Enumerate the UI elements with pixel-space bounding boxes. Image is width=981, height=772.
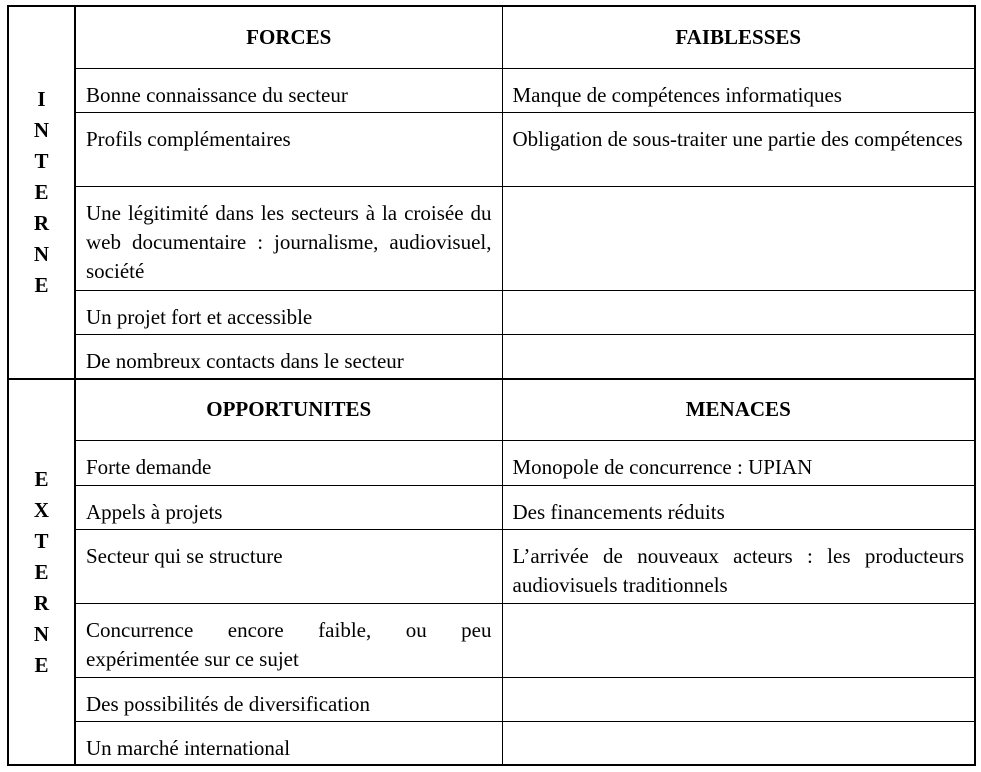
side-letter: X xyxy=(33,497,50,522)
strengths-header: FORCES xyxy=(75,6,502,68)
weakness-cell xyxy=(502,186,975,290)
side-letter: E xyxy=(34,180,49,204)
table-row xyxy=(8,112,975,186)
table-row xyxy=(8,334,975,379)
swot-table xyxy=(7,5,976,766)
table-row xyxy=(8,603,975,677)
internal-header-row xyxy=(8,6,975,68)
side-letter: N xyxy=(33,621,50,646)
side-letter: I xyxy=(37,87,46,111)
side-letter: N xyxy=(33,242,50,266)
table-row xyxy=(8,721,975,765)
threat-cell: Monopole de concurrence : UPIAN xyxy=(502,440,975,485)
external-header-row xyxy=(8,379,975,440)
external-side-label xyxy=(8,379,75,765)
side-letter: R xyxy=(33,590,50,615)
side-letter: N xyxy=(33,118,50,142)
table-row xyxy=(8,529,975,603)
side-letter: E xyxy=(34,466,49,491)
weakness-cell xyxy=(502,290,975,334)
side-letter: T xyxy=(34,528,49,553)
threats-header: MENACES xyxy=(502,379,975,440)
opportunities-header: OPPORTUNITES xyxy=(75,379,502,440)
threat-cell xyxy=(502,603,975,677)
side-letter: T xyxy=(34,149,49,173)
opportunity-cell: Forte demande xyxy=(75,440,502,485)
weakness-cell: Obligation de sous-traiter une partie des compétences xyxy=(502,112,975,186)
strength-cell: Une légitimité dans les secteurs à la croisée du web documentaire : journalisme, audiovisuel, société xyxy=(75,186,502,290)
side-letter: E xyxy=(34,273,49,297)
table-row xyxy=(8,290,975,334)
strength-cell: Bonne connaissance du secteur xyxy=(75,68,502,112)
opportunity-cell: Secteur qui se structure xyxy=(75,529,502,603)
threat-cell: Des financements réduits xyxy=(502,485,975,529)
threat-cell: L’arrivée de nouveaux acteurs : les producteurs audiovisuels traditionnels xyxy=(502,529,975,603)
table-row xyxy=(8,186,975,290)
table-row xyxy=(8,68,975,112)
table-row xyxy=(8,440,975,485)
table-row xyxy=(8,485,975,529)
strength-cell: Profils complémentaires xyxy=(75,112,502,186)
table-row xyxy=(8,677,975,721)
internal-side-label xyxy=(8,6,75,379)
opportunity-cell: Des possibilités de diversification xyxy=(75,677,502,721)
opportunity-cell: Concurrence encore faible, ou peu expérimentée sur ce sujet xyxy=(75,603,502,677)
weakness-cell xyxy=(502,334,975,379)
threat-cell xyxy=(502,721,975,765)
strength-cell: Un projet fort et accessible xyxy=(75,290,502,334)
strength-cell: De nombreux contacts dans le secteur xyxy=(75,334,502,379)
opportunity-cell: Un marché international xyxy=(75,721,502,765)
weaknesses-header: FAIBLESSES xyxy=(502,6,975,68)
opportunity-cell: Appels à projets xyxy=(75,485,502,529)
side-letter: R xyxy=(33,211,50,235)
side-letter: E xyxy=(34,652,49,677)
side-letter: E xyxy=(34,559,49,584)
weakness-cell: Manque de compétences informatiques xyxy=(502,68,975,112)
threat-cell xyxy=(502,677,975,721)
